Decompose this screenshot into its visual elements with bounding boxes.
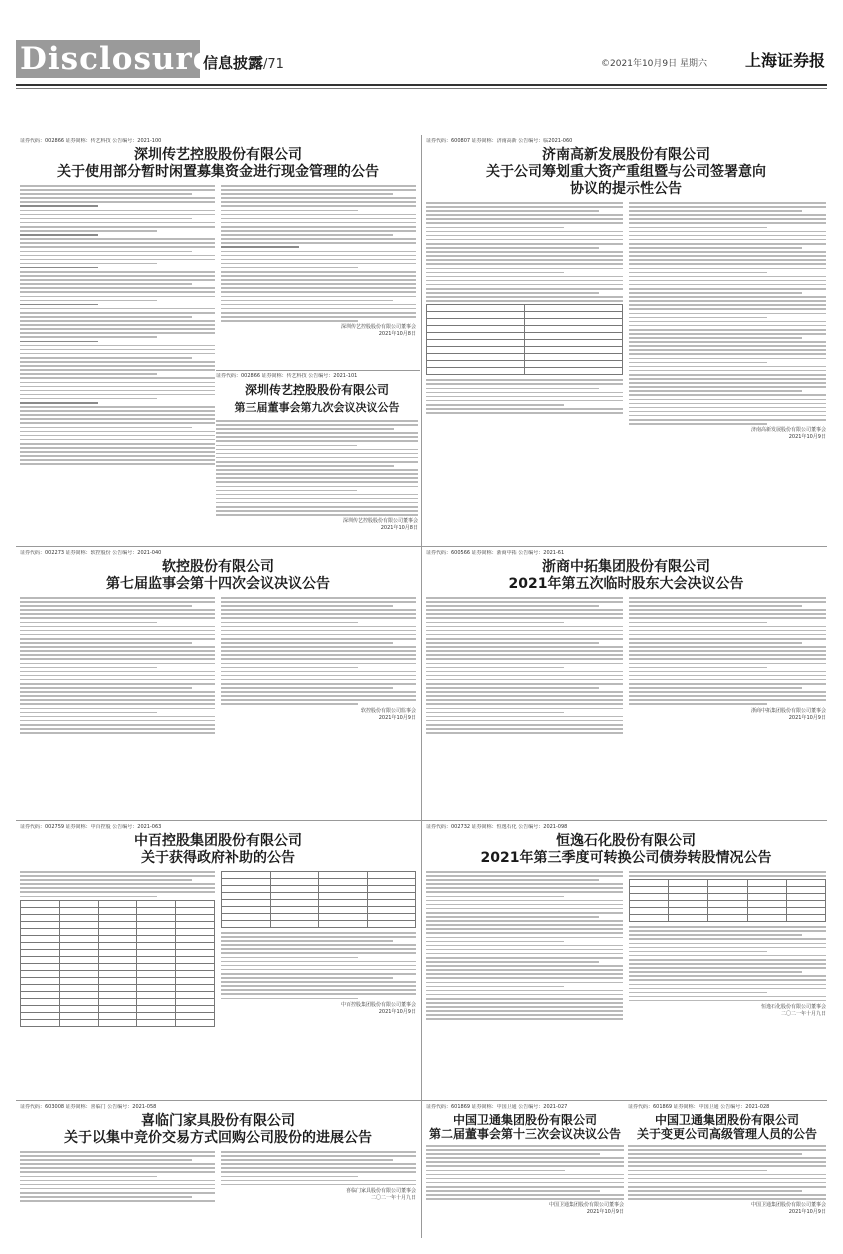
announcement-date: 2021年10月9日 (378, 714, 416, 721)
company-name: 喜临门家具股份有限公司 (141, 1113, 295, 1129)
announcement-title: 2021年第三季度可转换公司债券转股情况公告 (480, 850, 772, 866)
announcement (20, 1104, 416, 1240)
company-name: 浙商中拓集团股份有限公司 (542, 559, 710, 575)
announcement (426, 550, 826, 817)
announcement-title: 关于以集中竞价交易方式回购公司股份的进展公告 (64, 1130, 372, 1146)
body-text-column (20, 871, 215, 1027)
announcement (426, 138, 826, 543)
company-name: 中国卫通集团股份有限公司 (452, 1113, 597, 1127)
company-name: 中百控股集团股份有限公司 (134, 833, 302, 849)
announcement-title: 关于变更公司高级管理人员的公告 (636, 1127, 817, 1141)
announcement-signature: 恒逸石化股份有限公司董事会 (760, 1003, 826, 1010)
announcement-date: 2021年10月8日 (380, 525, 418, 532)
announcement-meta: 证券代码：002866 证券简称：传艺科技 公告编号：2021-100 (20, 138, 162, 144)
announcement-title: 第二届董事会第十三次会议决议公告 (428, 1127, 621, 1141)
issue-date: ©2021年10月9日 星期六 (601, 59, 707, 69)
header-rule-thin (16, 88, 827, 89)
announcement-signature: 中国卫通集团股份有限公司董事会 (548, 1202, 624, 1209)
announcement-signature: 浙商中拓集团股份有限公司董事会 (750, 707, 826, 714)
announcement-signature: 软控股份有限公司监事会 (360, 707, 416, 714)
logo-text: Disclosure (20, 41, 214, 77)
announcement-title: 2021年第五次临时股东大会决议公告 (508, 576, 744, 592)
announcement-title: 关于公司筹划重大资产重组暨与公司签署意向协议的提示性公告 (486, 164, 766, 197)
announcement-date: 二〇二一年十月九日 (780, 1010, 826, 1017)
body-text-column (426, 871, 623, 1022)
announcement-meta: 证券代码：603008 证券简称：喜临门 公告编号：2021-058 (20, 1104, 157, 1110)
announcement-date: 二〇二一年十月九日 (370, 1194, 416, 1201)
row-divider (16, 546, 827, 547)
subsidy-table (221, 871, 416, 928)
company-name: 软控股份有限公司 (162, 559, 274, 575)
info-table (426, 304, 623, 375)
body-text-column (629, 597, 826, 736)
page-header (0, 0, 843, 118)
announcement-signature: 深圳传艺控股股份有限公司董事会 (342, 518, 418, 525)
subsidy-table (20, 900, 215, 1027)
announcement (426, 824, 826, 1097)
announcement-signature: 深圳传艺控股股份有限公司董事会 (340, 324, 416, 331)
announcement-signature: 喜临门家具股份有限公司董事会 (345, 1187, 416, 1194)
announcement-meta: 证券代码：600566 证券简称：浙商中拓 公告编号：2021-61 (426, 550, 565, 556)
body-text-column (20, 185, 215, 467)
newspaper-name: 上海证券报 (744, 51, 825, 70)
page-number: /71 (263, 57, 284, 72)
body-text-column (221, 871, 416, 1027)
announcement (20, 550, 416, 817)
row-divider (16, 1100, 827, 1101)
announcement-meta: 证券代码：002732 证券简称：恒逸石化 公告编号：2021-098 (426, 824, 568, 830)
body-text (216, 420, 418, 516)
row-divider (16, 820, 827, 821)
company-name: 济南高新发展股份有限公司 (542, 147, 710, 163)
body-text-column (221, 597, 416, 736)
announcement (20, 824, 416, 1097)
body-text-column (426, 202, 623, 441)
announcement-date: 2021年10月9日 (788, 434, 826, 441)
announcement-meta: 证券代码：601869 证券简称：中国卫通 公告编号：2021-027 (426, 1104, 568, 1110)
announcement-signature: 中百控股集团股份有限公司董事会 (340, 1001, 416, 1008)
announcement-meta: 证券代码：002866 证券简称：传艺科技 公告编号：2021-101 (216, 373, 358, 379)
announcement-title: 关于获得政府补助的公告 (141, 850, 295, 866)
body-text-column (629, 202, 826, 441)
announcement-signature: 中国卫通集团股份有限公司董事会 (750, 1202, 826, 1209)
share-structure-table (629, 879, 826, 922)
company-name: 恒逸石化股份有限公司 (556, 833, 696, 849)
announcement-title: 关于使用部分暂时闲置募集资金进行现金管理的公告 (57, 164, 379, 180)
header-rule (16, 84, 827, 86)
body-text (426, 1145, 624, 1200)
announcement (216, 373, 418, 543)
announcement (628, 1104, 826, 1240)
column-divider (421, 135, 422, 1238)
company-name: 中国卫通集团股份有限公司 (654, 1113, 799, 1127)
body-text-column (426, 597, 623, 736)
section-title-text: 信息披露 (203, 54, 264, 72)
company-name: 深圳传艺控股股份有限公司 (134, 147, 302, 163)
announcement-date: 2021年10月9日 (586, 1209, 624, 1216)
body-text (628, 1145, 826, 1200)
company-name: 深圳传艺控股股份有限公司 (244, 383, 389, 397)
body-text-column (20, 1151, 215, 1204)
body-text-column (20, 597, 215, 736)
announcement-date: 2021年10月9日 (378, 1008, 416, 1015)
announcement (426, 1104, 624, 1240)
announcement-signature: 济南高新发展股份有限公司董事会 (750, 427, 826, 434)
announcement-meta: 证券代码：002273 证券简称：软控股份 公告编号：2021-040 (20, 550, 162, 556)
announcement-title: 第七届监事会第十四次会议决议公告 (106, 576, 330, 592)
announcement-date: 2021年10月9日 (788, 1209, 826, 1216)
disclosure-logo (16, 40, 214, 78)
announcement-meta: 证券代码：601869 证券简称：中国卫通 公告编号：2021-028 (628, 1104, 770, 1110)
section-title (203, 52, 284, 73)
body-text-column (221, 1151, 416, 1204)
announcement-meta: 证券代码：002759 证券简称：中百控股 公告编号：2021-063 (20, 824, 162, 830)
body-text-column (629, 871, 826, 1022)
announcement-meta: 证券代码：600807 证券简称：济南高新 公告编号：临2021-060 (426, 138, 573, 144)
announcement-title: 第三届董事会第九次会议决议公告 (234, 401, 400, 414)
announcement-date: 2021年10月9日 (788, 714, 826, 721)
announcement-date: 2021年10月8日 (378, 331, 416, 338)
